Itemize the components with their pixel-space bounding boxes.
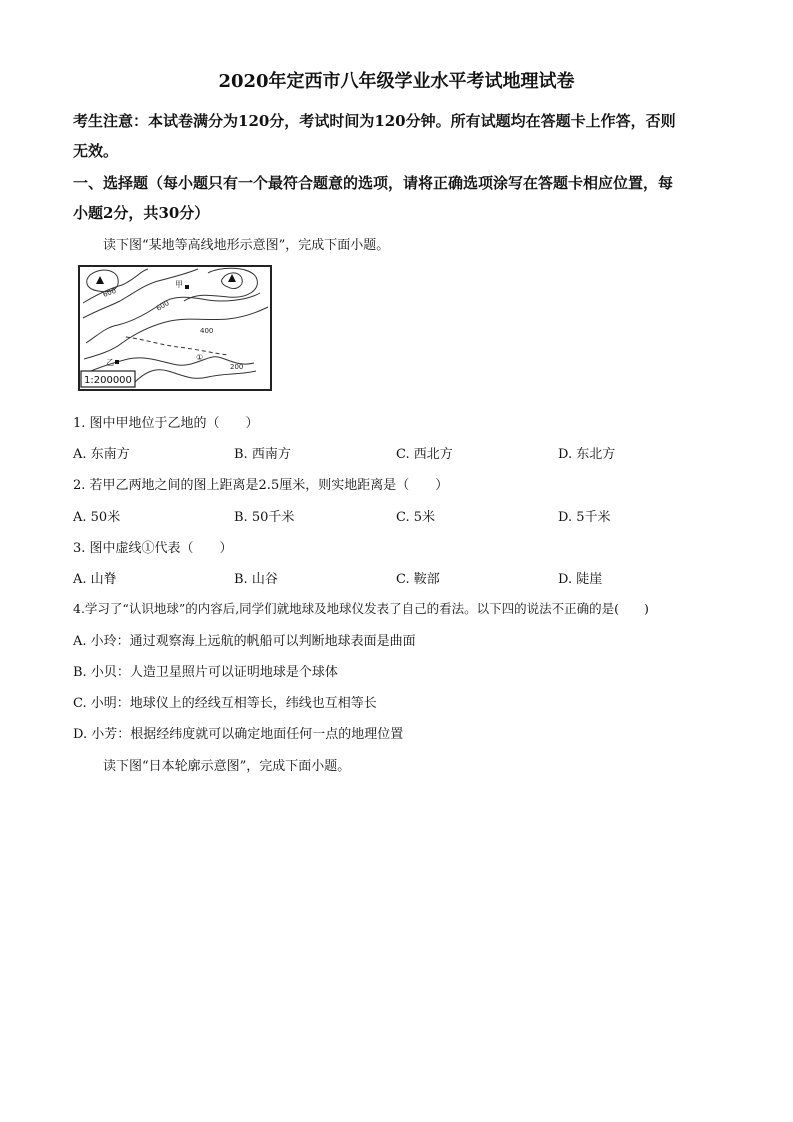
label-contour-200: 200 [230,363,244,371]
q4-option-b: B. 小贝：人造卫星照片可以证明地球是个球体 [73,665,338,680]
q1-option-c: C. 西北方 [396,447,453,462]
question-2-stem: 2. 若甲乙两地之间的图上距离是2.5厘米，则实地距离是（ ） [73,478,449,493]
q2-option-a: A. 50米 [73,510,121,525]
exam-title: 2020年定西市八年级学业水平考试地理试卷 [218,71,575,92]
label-contour-600: 600 [155,299,171,313]
question-4-stem: 4.学习了“认识地球”的内容后,同学们就地球及地球仪发表了自己的看法。以下四的说法不正确的是( ) [73,601,649,616]
section-heading-line-2: 小题2分，共30分） [73,204,210,222]
point-jia-marker [185,285,189,289]
notice-line-1: 考生注意：本试卷满分为120分，考试时间为120分钟。所有试题均在答题卡上作答，否则 [73,112,676,130]
q3-option-d: D. 陡崖 [558,572,603,587]
intro-contour-map: 读下图“某地等高线地形示意图”，完成下面小题。 [103,238,390,253]
q4-option-c: C. 小明：地球仪上的经线互相等长，纬线也互相等长 [73,696,377,711]
q1-option-a: A. 东南方 [73,447,130,462]
label-contour-600-upper: 600 [101,286,118,299]
q2-option-b: B. 50千米 [234,510,295,525]
q3-option-a: A. 山脊 [73,572,117,587]
question-3-stem: 3. 图中虚线①代表（ ） [73,541,233,556]
contour-map-figure [78,263,274,393]
question-1-stem: 1. 图中甲地位于乙地的（ ） [73,416,259,431]
label-contour-400: 400 [200,327,214,335]
label-dashed-one: ① [196,353,204,362]
q4-option-a: A. 小玲：通过观察海上远航的帆船可以判断地球表面是曲面 [73,634,416,649]
map-scale: 1:200000 [84,375,132,386]
q2-option-c: C. 5米 [396,510,436,525]
intro-japan-map: 读下图“日本轮廓示意图”，完成下面小题。 [103,759,351,774]
point-yi-marker [115,360,119,364]
q3-option-b: B. 山谷 [234,572,278,587]
label-yi: 乙 [106,358,114,367]
q1-option-d: D. 东北方 [558,447,616,462]
q1-option-b: B. 西南方 [234,447,291,462]
label-jia: 甲 [175,280,183,289]
notice-line-2: 无效。 [73,142,119,160]
q4-option-d: D. 小芳：根据经纬度就可以确定地面任何一点的地理位置 [73,727,404,742]
q2-option-d: D. 5千米 [558,510,611,525]
section-heading-line-1: 一、选择题（每小题只有一个最符合题意的选项，请将正确选项涂写在答题卡相应位置，每 [73,174,674,192]
q3-option-c: C. 鞍部 [396,572,440,587]
